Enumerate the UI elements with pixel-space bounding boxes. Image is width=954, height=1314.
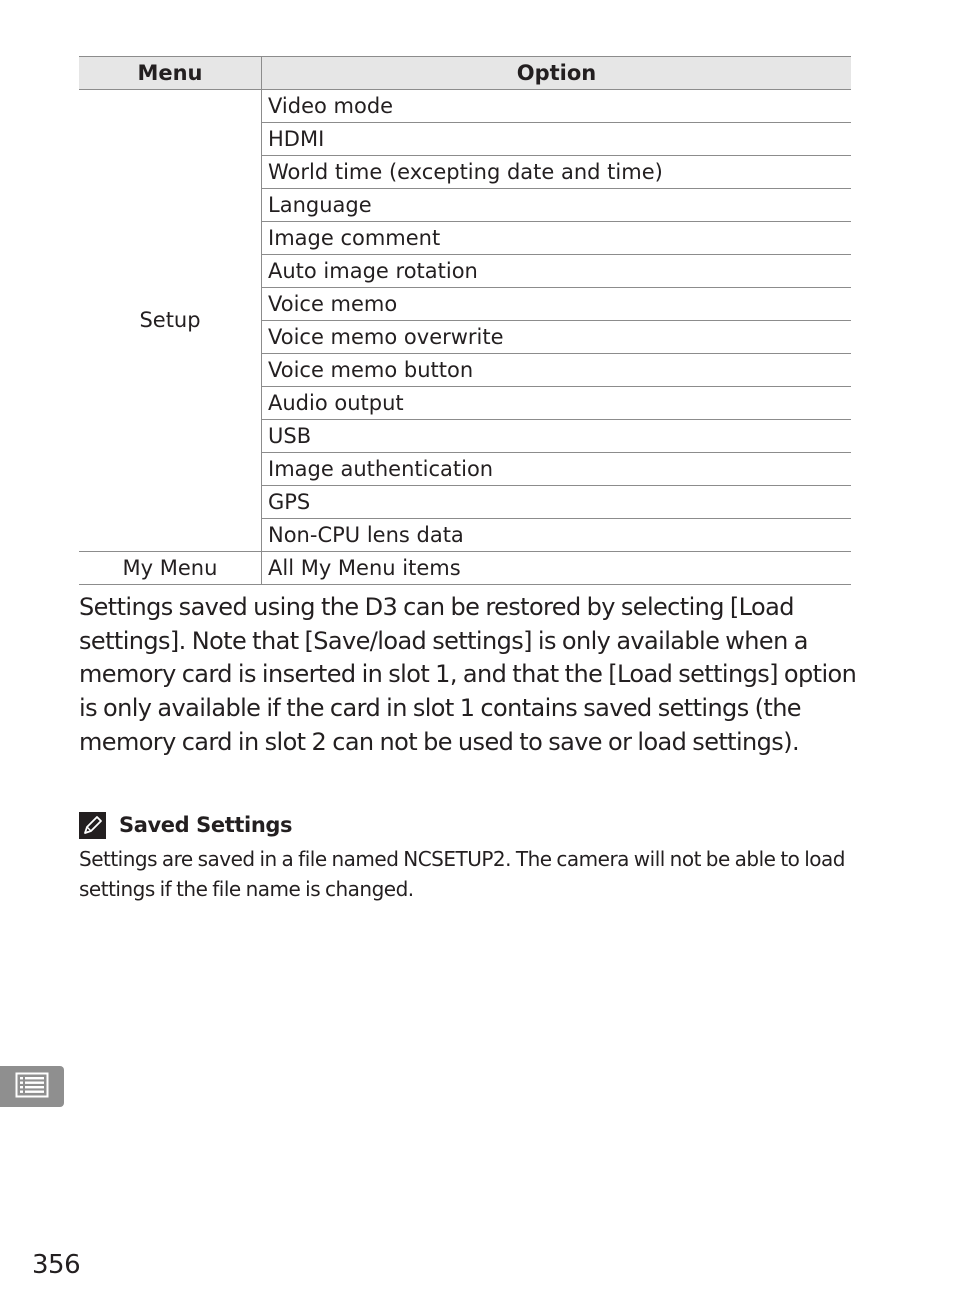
setup-menu-tab: [0, 1066, 64, 1107]
note-heading: [79, 808, 859, 842]
option-cell: Video mode: [262, 90, 852, 123]
table-row: [79, 552, 851, 585]
option-cell: GPS: [262, 486, 852, 519]
option-cell: Image authentication: [262, 453, 852, 486]
body-paragraph: Settings saved using the D3 can be restored by selecting [Load settings]. Note that [Save/load settings] is only available when a memory card is inserted in slot 1, and that the [Load settings] option is only available if the card in slot 1 contains saved settings (the memory card in slot 2 can not be used to save or load settings).: [79, 593, 857, 756]
option-cell: All My Menu items: [262, 552, 852, 585]
option-cell: Voice memo overwrite: [262, 321, 852, 354]
pencil-note-icon: [79, 812, 106, 839]
option-cell: Audio output: [262, 387, 852, 420]
menu-cell-setup: Setup: [79, 90, 262, 552]
option-cell: Language: [262, 189, 852, 222]
option-cell: USB: [262, 420, 852, 453]
option-cell: HDMI: [262, 123, 852, 156]
page-number: 356: [32, 1250, 81, 1280]
header-option: Option: [262, 57, 852, 90]
table-row: [79, 90, 851, 123]
option-cell: Auto image rotation: [262, 255, 852, 288]
menu-list-icon: [15, 1072, 49, 1102]
option-cell: Image comment: [262, 222, 852, 255]
option-cell: World time (excepting date and time): [262, 156, 852, 189]
option-cell: Voice memo button: [262, 354, 852, 387]
menu-option-table: [79, 56, 851, 585]
note-block: [79, 808, 859, 904]
note-title: Saved Settings: [119, 813, 293, 837]
note-text: Settings are saved in a file named NCSETUP2. The camera will not be able to load settings if the file name is changed.: [79, 847, 845, 901]
option-cell: Voice memo: [262, 288, 852, 321]
menu-cell-my-menu: My Menu: [79, 552, 262, 585]
option-cell: Non-CPU lens data: [262, 519, 852, 552]
table-header-row: [79, 57, 851, 90]
header-menu: Menu: [79, 57, 262, 90]
